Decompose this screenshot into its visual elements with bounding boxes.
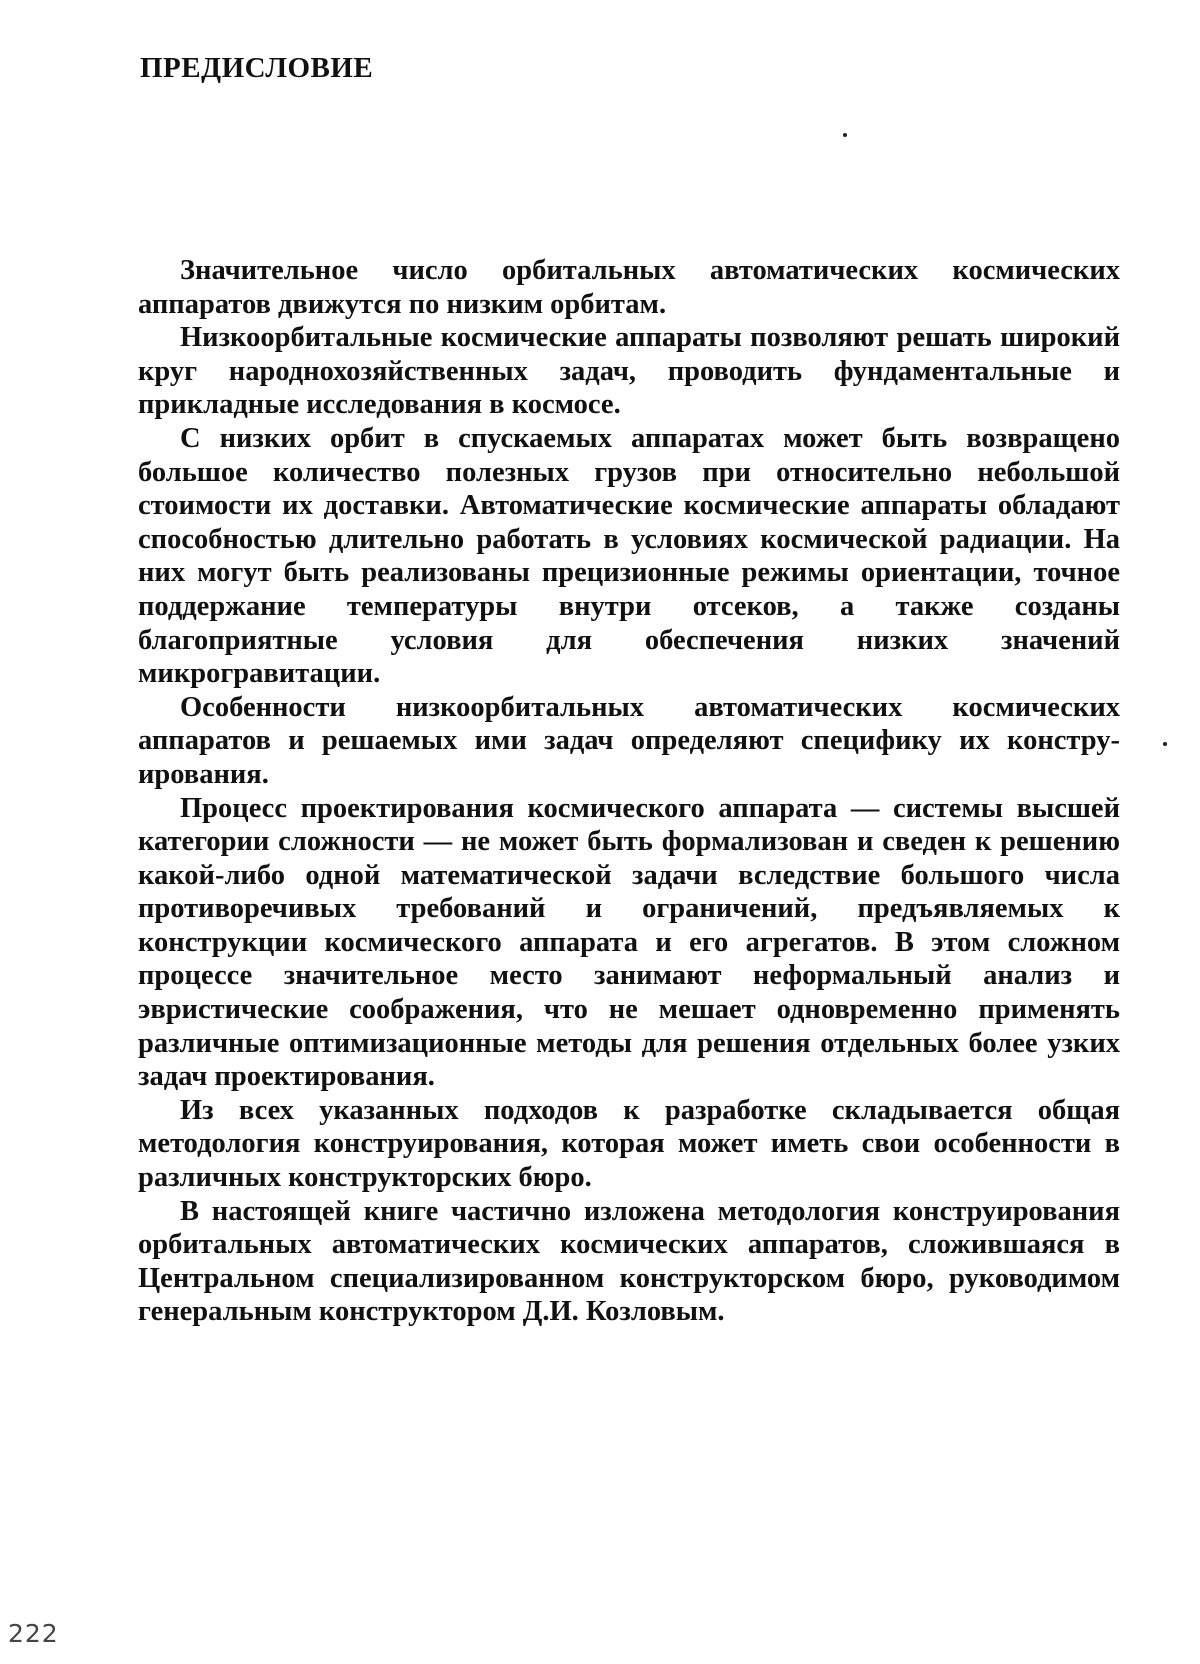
paragraph: Низкоорбитальные космические аппараты позволяют решать широкий круг народнохозяйственных задач, проводить фундаментальные и прикладные исследования в космосе. — [138, 322, 1120, 421]
paragraph: В настоящей книге частично изложена методология конструирования орбитальных автоматических космических аппаратов, сложившаяся в Центральном специализированном конструкторском бюро, руководимом генеральным конструктором Д.И. Козловым. — [138, 1195, 1120, 1328]
chapter-heading: ПРЕДИСЛОВИЕ — [140, 52, 374, 84]
paragraph: Значительное число орбитальных автоматических космических аппаратов движутся по низким орбитам. — [138, 255, 1120, 320]
paragraph: Из всех указанных подходов к разработке складывается общая методология конструирования, которая может иметь свои особенности в различных конструкторских бюро. — [138, 1094, 1120, 1194]
paragraph: Процесс проектирования космического аппарата — системы высшей категории сложности — не может быть формализован и сведен к решению какой-либо одной математической задачи вследствие большого числа противоречивых требований и ограничений, предъявляемых к конструкции космического аппарата и его агрегатов. В этом сложном процессе значительное место занимают неформальный анализ и эвристические соображения, что не мешает одновременно применять различные оптимизационные методы для решения отдельных более узких задач проектирования. — [138, 792, 1120, 1093]
page-number: 222 — [8, 1619, 59, 1648]
paragraph: Особенности низкоорбитальных автоматических космических аппаратов и решаемых ими задач определяют специфику их конструирования. — [138, 691, 1120, 790]
scan-speck — [1163, 742, 1167, 746]
body-text — [138, 254, 1120, 1329]
paragraph: С низких орбит в спускаемых аппаратах может быть возвращено большое количество полезных грузов при относительно небольшой стоимости их доставки. Автоматические космические аппараты обладают способностью длительно работать в условиях космической радиации. На них могут быть реализованы прецизионные режимы ориентации, точное поддержание температуры внутри отсеков, а также созданы благоприятные условия для обеспечения низких значений микрогравитации. — [138, 422, 1120, 690]
scan-speck — [843, 133, 847, 137]
